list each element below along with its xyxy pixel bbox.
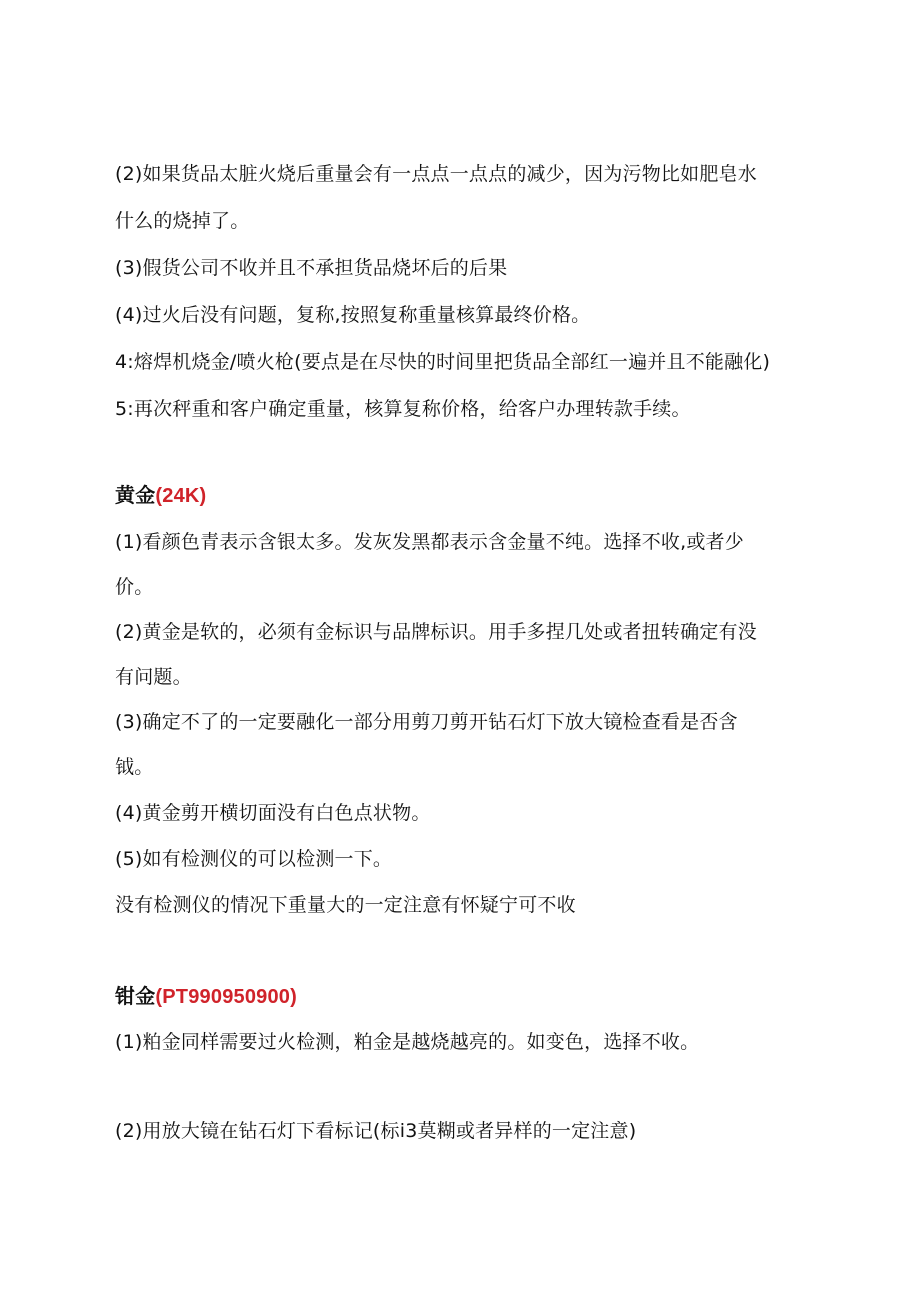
paragraph-line: (4)黄金剪开横切面没有白色点状物。 bbox=[115, 802, 431, 824]
paragraph-line: (2)如果货品太脏火烧后重量会有一点点一点点的减少，因为污物比如肥皂水 bbox=[115, 163, 757, 185]
paragraph-line: (1)粕金同样需要过火检测，粕金是越烧越亮的。如变色，选择不收。 bbox=[115, 1031, 700, 1053]
paragraph-line: 钺。 bbox=[115, 756, 154, 778]
heading-title: 钳金 bbox=[115, 984, 156, 1008]
paragraph-line: (2)黄金是软的，必须有金标识与品牌标识。用手多捏几处或者扭转确定有没 bbox=[115, 621, 757, 643]
paragraph-line: 价。 bbox=[115, 576, 154, 598]
section-heading-gold bbox=[115, 482, 206, 509]
heading-accent: (24K) bbox=[155, 485, 207, 507]
paragraph-line: (2)用放大镜在钻石灯下看标记(标i3莫糊或者异样的一定注意) bbox=[115, 1120, 637, 1142]
paragraph-line: 5:再次秤重和客户确定重量，核算复称价格，给客户办理转款手续。 bbox=[115, 398, 691, 420]
paragraph-line: 4:熔焊机烧金/喷火枪(要点是在尽快的时间里把货品全部红一遍并且不能融化) bbox=[115, 351, 771, 373]
paragraph-line: 什么的烧掉了。 bbox=[115, 210, 250, 232]
heading-title: 黄金 bbox=[115, 483, 156, 507]
section-heading-platinum bbox=[115, 983, 297, 1010]
paragraph-line: 没有检测仪的情况下重量大的一定注意有怀疑宁可不收 bbox=[115, 894, 576, 916]
paragraph-line: (4)过火后没有问题，复称,按照复称重量核算最终价格。 bbox=[115, 304, 591, 326]
heading-accent: (PT990950900) bbox=[155, 986, 297, 1008]
paragraph-line: 有问题。 bbox=[115, 666, 192, 688]
paragraph-line: (1)看颜色青表示含银太多。发灰发黑都表示含金量不纯。选择不收,或者少 bbox=[115, 531, 744, 553]
paragraph-line: (3)确定不了的一定要融化一部分用剪刀剪开钻石灯下放大镜检查看是否含 bbox=[115, 711, 738, 733]
paragraph-line: (5)如有检测仪的可以检测一下。 bbox=[115, 848, 393, 870]
paragraph-line: (3)假货公司不收并且不承担货品烧坏后的后果 bbox=[115, 257, 508, 279]
